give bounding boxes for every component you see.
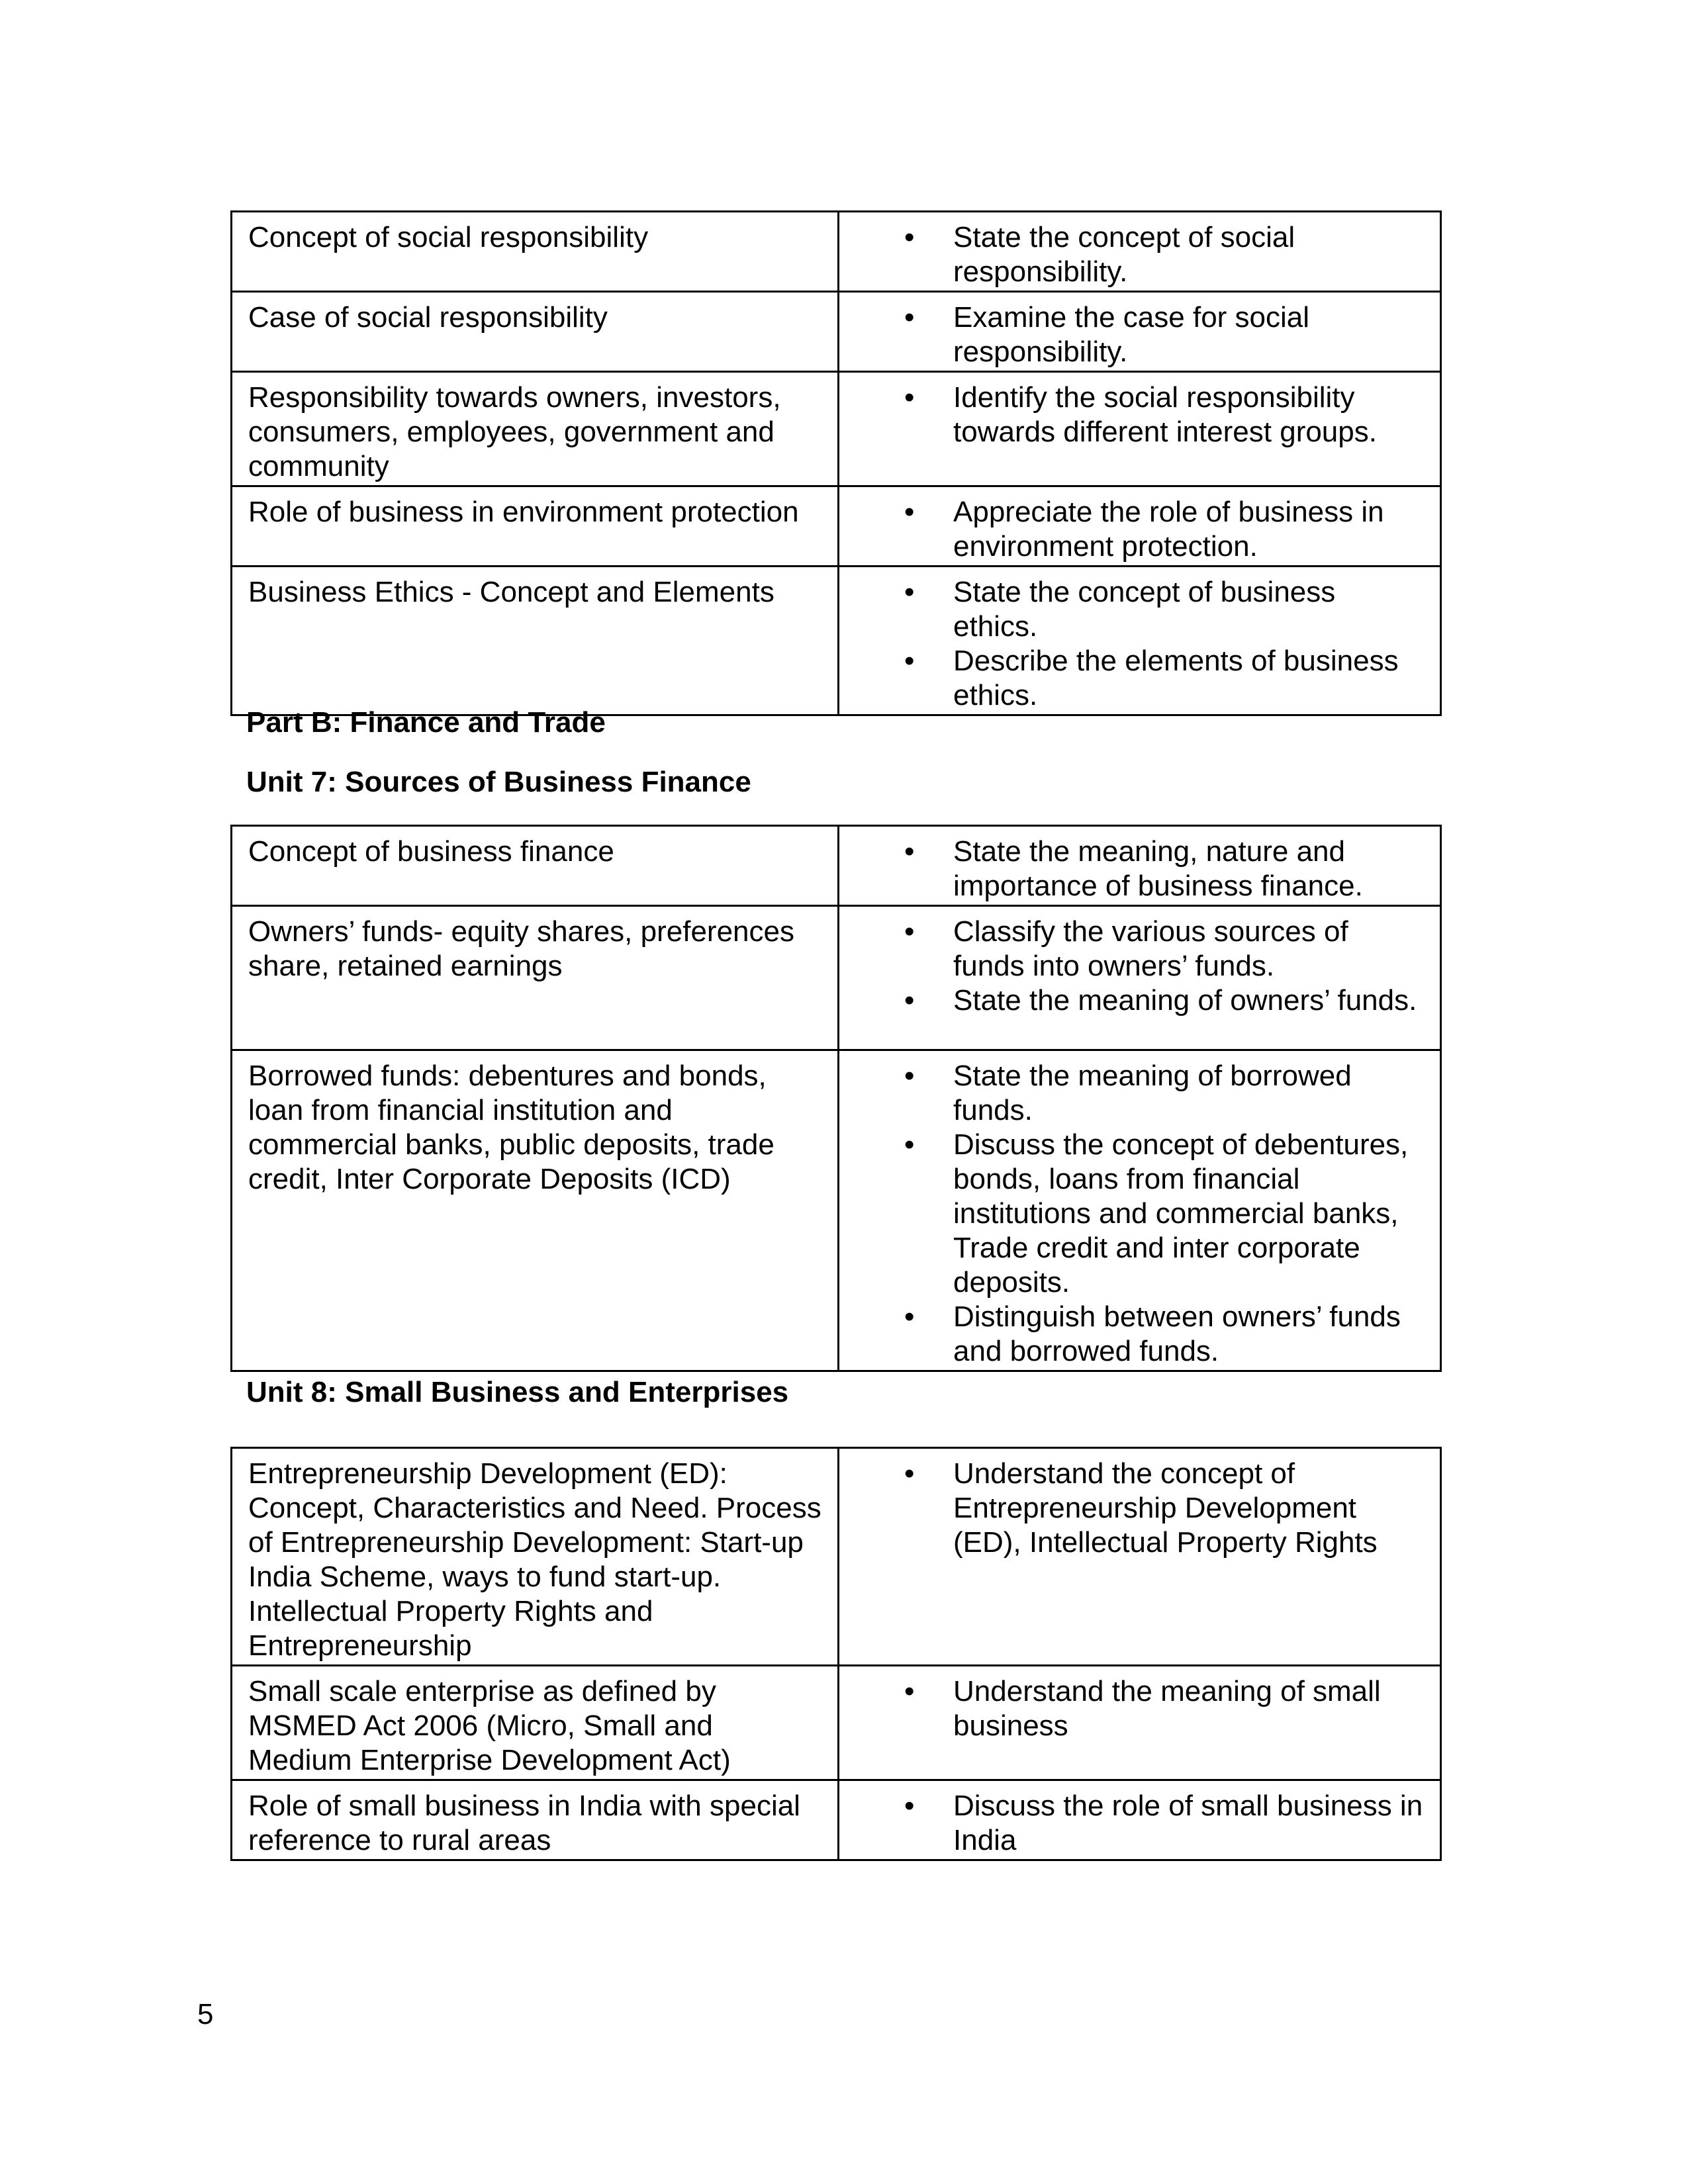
objectives-cell: [839, 212, 1441, 292]
table-row: [232, 372, 1441, 486]
objective-item: • Understand the concept of Entrepreneurship Development (ED), Intellectual Property Rights: [839, 1457, 1424, 1560]
syllabus-table-social-responsibility: [230, 210, 1442, 716]
table-row: [232, 826, 1441, 906]
objective-item: • State the meaning of owners’ funds.: [839, 983, 1424, 1018]
topic-cell: Role of small business in India with special reference to rural areas: [232, 1780, 839, 1860]
objectives-cell: [839, 1666, 1441, 1780]
topic-cell: Concept of business finance: [232, 826, 839, 906]
objective-item: • State the concept of business ethics.: [839, 575, 1424, 644]
objective-item: • Examine the case for social responsibility.: [839, 300, 1424, 369]
page-number: 5: [197, 1998, 214, 2030]
table-row: [232, 1448, 1441, 1666]
unit-heading: Unit 8: Small Business and Enterprises: [246, 1376, 789, 1408]
syllabus-table-small-business: [230, 1447, 1442, 1861]
topic-cell: Concept of social responsibility: [232, 212, 839, 292]
objective-item: • State the concept of social responsibility.: [839, 220, 1424, 289]
table-row: [232, 1666, 1441, 1780]
unit-heading: Unit 7: Sources of Business Finance: [246, 766, 751, 798]
objective-item: • Discuss the role of small business in India: [839, 1789, 1424, 1858]
topic-cell: Case of social responsibility: [232, 292, 839, 372]
topic-cell: Role of business in environment protection: [232, 486, 839, 567]
table-row: [232, 906, 1441, 1050]
objective-item: • Discuss the concept of debentures, bonds, loans from financial institutions and commercial banks, Trade credit and inter corporate deposits.: [839, 1128, 1424, 1300]
objectives-cell: [839, 826, 1441, 906]
topic-cell: Borrowed funds: debentures and bonds, loan from financial institution and commercial banks, public deposits, trade credit, Inter Corporate Deposits (ICD): [232, 1050, 839, 1371]
objective-item: • Distinguish between owners’ funds and borrowed funds.: [839, 1300, 1424, 1369]
objective-item: • Appreciate the role of business in environment protection.: [839, 495, 1424, 564]
table-row: [232, 1780, 1441, 1860]
objectives-cell: [839, 1780, 1441, 1860]
topic-cell: Business Ethics - Concept and Elements: [232, 567, 839, 715]
topic-cell: Owners’ funds- equity shares, preferences share, retained earnings: [232, 906, 839, 1050]
topic-cell: Entrepreneurship Development (ED): Concept, Characteristics and Need. Process of Entrepreneurship Development: Start-up India Scheme, ways to fund start-up. Intellectual Property Rights and Entrepreneurship: [232, 1448, 839, 1666]
table-row: [232, 212, 1441, 292]
table-row: [232, 486, 1441, 567]
objectives-cell: [839, 292, 1441, 372]
objectives-cell: [839, 1448, 1441, 1666]
objectives-cell: [839, 1050, 1441, 1371]
objective-item: • Describe the elements of business ethics.: [839, 644, 1424, 713]
objective-item: • Identify the social responsibility towards different interest groups.: [839, 381, 1424, 449]
objectives-cell: [839, 567, 1441, 715]
syllabus-table-business-finance: [230, 825, 1442, 1372]
objectives-cell: [839, 372, 1441, 486]
objective-item: • Understand the meaning of small business: [839, 1674, 1424, 1743]
part-heading: Part B: Finance and Trade: [246, 706, 606, 739]
objective-item: • Classify the various sources of funds into owners’ funds.: [839, 915, 1424, 983]
objective-item: • State the meaning, nature and importance of business finance.: [839, 835, 1424, 903]
table-row: [232, 567, 1441, 715]
objective-item: • State the meaning of borrowed funds.: [839, 1059, 1424, 1128]
topic-cell: Small scale enterprise as defined by MSMED Act 2006 (Micro, Small and Medium Enterprise Development Act): [232, 1666, 839, 1780]
table-row: [232, 1050, 1441, 1371]
topic-cell: Responsibility towards owners, investors, consumers, employees, government and community: [232, 372, 839, 486]
table-row: [232, 292, 1441, 372]
objectives-cell: [839, 486, 1441, 567]
objectives-cell: [839, 906, 1441, 1050]
